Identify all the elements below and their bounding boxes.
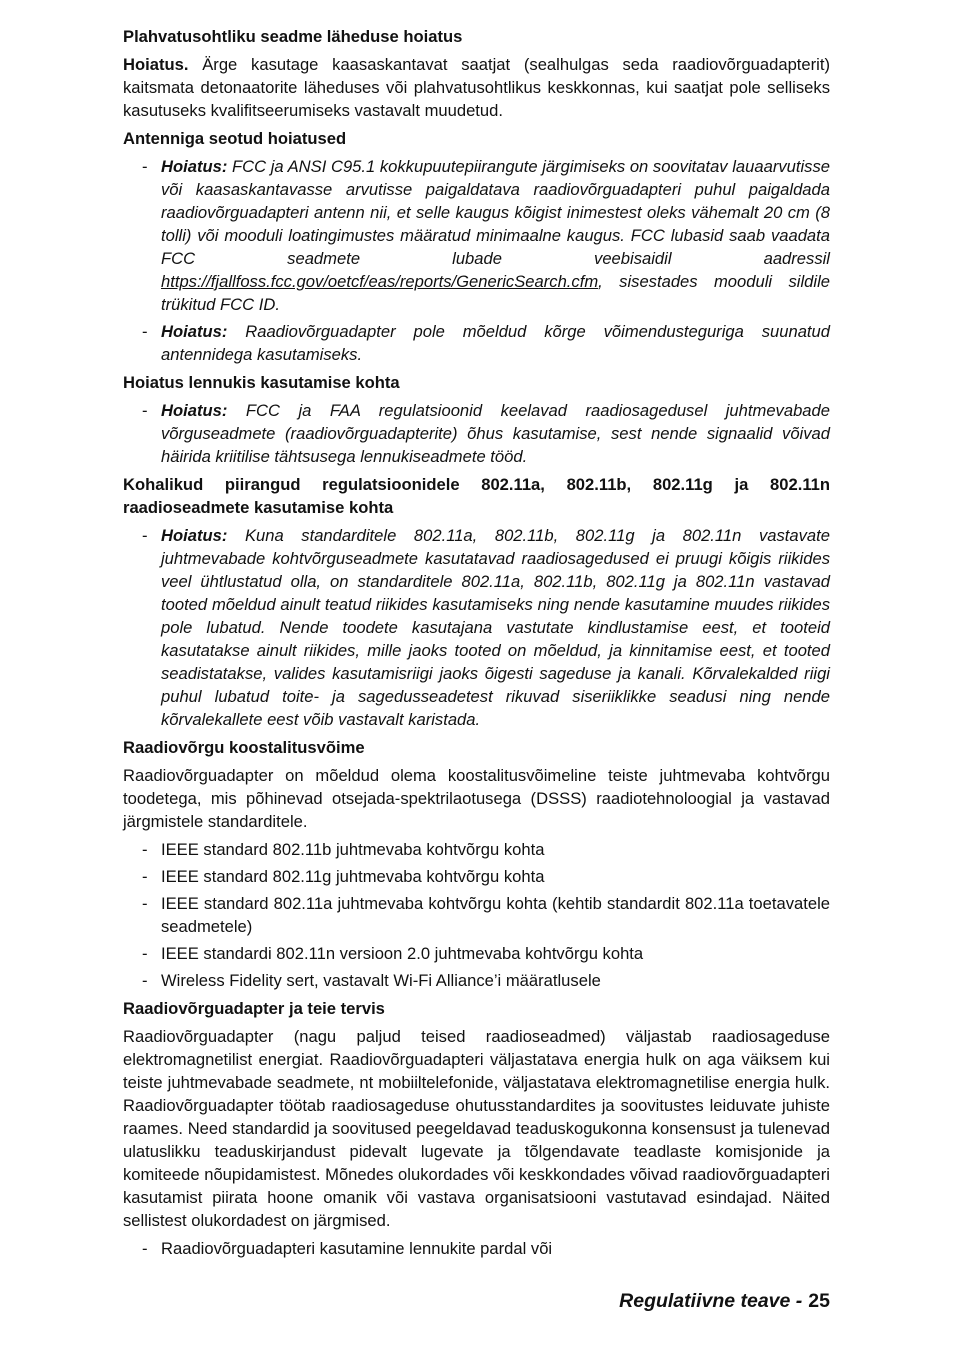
list-item (123, 865, 830, 888)
dash-bullet: - (142, 971, 148, 990)
page-number: 25 (808, 1290, 830, 1312)
dash-bullet: - (142, 867, 148, 886)
page-footer (619, 1290, 830, 1313)
item-text: FCC ja ANSI C95.1 kokkupuutepiirangute järgimiseks on soovitatav lauaarvutisse või kaasaskantavasse arvutisse paigaldatava raadiovõrguadapteri puhul paigaldada raadiovõrguadapteri antenn nii, et selle kaugus kõigist inimestest oleks vähemalt 20 cm (8 tolli) või mooduli loatingimustes määratud minimaalne kaugus. FCC lubasid saab vaadata FCC seadmete lubade veebisaidil aadressil (161, 157, 830, 268)
list-item (123, 969, 830, 992)
item-text: Raadiovõrguadapter pole mõeldud kõrge võimendusteguriga suunatud antennidega kasutamiseks. (161, 322, 830, 364)
aircraft-warning-list (123, 399, 830, 468)
warning-lead: Hoiatus: (161, 322, 228, 341)
item-text: IEEE standardi 802.11n versioon 2.0 juhtmevaba kohtvõrgu kohta (161, 944, 644, 963)
dash-bullet: - (142, 157, 148, 176)
item-text: Wireless Fidelity sert, vastavalt Wi-Fi Alliance’i määratlusele (161, 971, 601, 990)
dash-bullet: - (142, 840, 148, 859)
section-heading-explosive: Plahvatusohtliku seadme läheduse hoiatus (123, 27, 463, 46)
item-text: IEEE standard 802.11g juhtmevaba kohtvõrgu kohta (161, 867, 545, 886)
list-item (123, 399, 830, 468)
list-item (123, 155, 830, 316)
list-item (123, 524, 830, 731)
item-text: FCC ja FAA regulatsioonid keelavad raadiosagedusel juhtmevabade võrguseadmete (raadiovõrguadapterite) õhus kasutamise, sest nende signaalid võivad häirida kriitilise tähtsusega lennukiseadmete tööd. (161, 401, 830, 466)
item-text: IEEE standard 802.11a juhtmevaba kohtvõrgu kohta (kehtib standardit 802.11a toetavatele seadmetele) (161, 894, 830, 936)
document-page (123, 25, 830, 1265)
paragraph-text: Ärge kasutage kaasaskantavat saatjat (sealhulgas seda raadiovõrguadapterit) kaitsmata detonaatorite läheduses või plahvatusohtlikus keskkonnas, kui saatjat pole selliseks kasutuseks kvalifitseerumiseks vastavalt muudetud. (123, 55, 830, 120)
list-item (123, 892, 830, 938)
dash-bullet: - (142, 401, 148, 420)
list-item (123, 838, 830, 861)
list-item (123, 1237, 830, 1260)
dash-bullet: - (142, 944, 148, 963)
footer-title: Regulatiivne teave - (619, 1290, 803, 1312)
section-heading-health: Raadiovõrguadapter ja teie tervis (123, 999, 385, 1018)
warning-lead: Hoiatus: (161, 401, 228, 420)
dash-bullet: - (142, 1239, 148, 1258)
paragraph-interoperability: Raadiovõrguadapter on mõeldud olema koostalitusvõimeline teiste juhtmevaba kohtvõrgu toodetega, mis põhinevad otsejada-spektrilaotusega (DSSS) raadiotehnoloogial ja vastavad järgmistele standarditele. (123, 766, 830, 831)
dash-bullet: - (142, 894, 148, 913)
item-text: Kuna standarditele 802.11a, 802.11b, 802.11g ja 802.11n vastavate juhtmevabade kohtvõrguseadmete kasutatavad raadiosagedused ei pruugi kõigis riikides veel ühtlustatud olla, on standarditele 802.11a, 802.11b, 802.11g ja 802.11n vastavad tooted mõeldud ainult teatud riikides kasutamiseks ning nende kasutamine muudes riikides pole lubatud. Nende toodete kasutajana vastutate kindlustamise eest, et tooteid kasutatakse ainult riikides, mille jaoks tooted on mõeldud, ja kinnitamise eest, et tooted seadistatakse, valides kasutamisriigi jaoks õigesti sageduse ja kanali. Kõrvalekalded riigi puhul lubatud toite- ja sagedusseadetest rikuvad siseriiklikke seadusi ning nende kõrvalekallete eest võib vastavalt karistada. (161, 526, 830, 729)
list-item (123, 320, 830, 366)
paragraph-explosive-warning (123, 53, 830, 122)
warning-lead: Hoiatus: (161, 157, 228, 176)
standards-list (123, 838, 830, 992)
health-situations-list (123, 1237, 830, 1260)
list-item (123, 942, 830, 965)
dash-bullet: - (142, 322, 148, 341)
local-restrictions-list (123, 524, 830, 731)
item-text: IEEE standard 802.11b juhtmevaba kohtvõrgu kohta (161, 840, 545, 859)
section-heading-local-restrictions: Kohalikud piirangud regulatsioonidele 802.11a, 802.11b, 802.11g ja 802.11n raadioseadmete kasutamise kohta (123, 475, 830, 517)
warning-lead: Hoiatus: (161, 526, 228, 545)
section-heading-antenna: Antenniga seotud hoiatused (123, 129, 347, 148)
section-heading-interoperability: Raadiovõrgu koostalitusvõime (123, 738, 365, 757)
section-heading-aircraft: Hoiatus lennukis kasutamise kohta (123, 373, 400, 392)
item-text: Raadiovõrguadapteri kasutamine lennukite pardal või (161, 1239, 553, 1258)
fcc-search-link[interactable]: https://fjallfoss.fcc.gov/oetcf/eas/reports/GenericSearch.cfm (161, 272, 599, 291)
dash-bullet: - (142, 526, 148, 545)
item-text-tail: , sisestades mooduli sildile trükitud FCC ID. (161, 272, 830, 314)
paragraph-health: Raadiovõrguadapter (nagu paljud teised raadioseadmed) väljastab raadiosageduse elektromagnetilist energiat. Raadiovõrguadapteri väljastatava energia hulk on aga väiksem kui teiste juhtmevabade seadmete, nt mobiiltelefonide, väljastatava elektromagnetilise energia hulk. Raadiovõrguadapter töötab raadiosageduse ohutusstandardites ja soovitustes leiduvate juhiste raames. Need standardid ja soovitused peegeldavad teaduskogukonna konsensust ja tulenevad ulatuslikku teaduskirjandust pidevalt lugevate ja tõlgendavate teadlaste komisjonide ja komiteede nõupidamistest. Mõnedes olukordades või keskkondades võivad raadiovõrguadapteri kasutamist piirata hoone omanik või vastava organisatsiooni vastutavad esindajad. Näited sellistest olukordadest on järgmised. (123, 1027, 830, 1230)
warning-lead: Hoiatus. (123, 55, 189, 74)
antenna-warning-list (123, 155, 830, 366)
